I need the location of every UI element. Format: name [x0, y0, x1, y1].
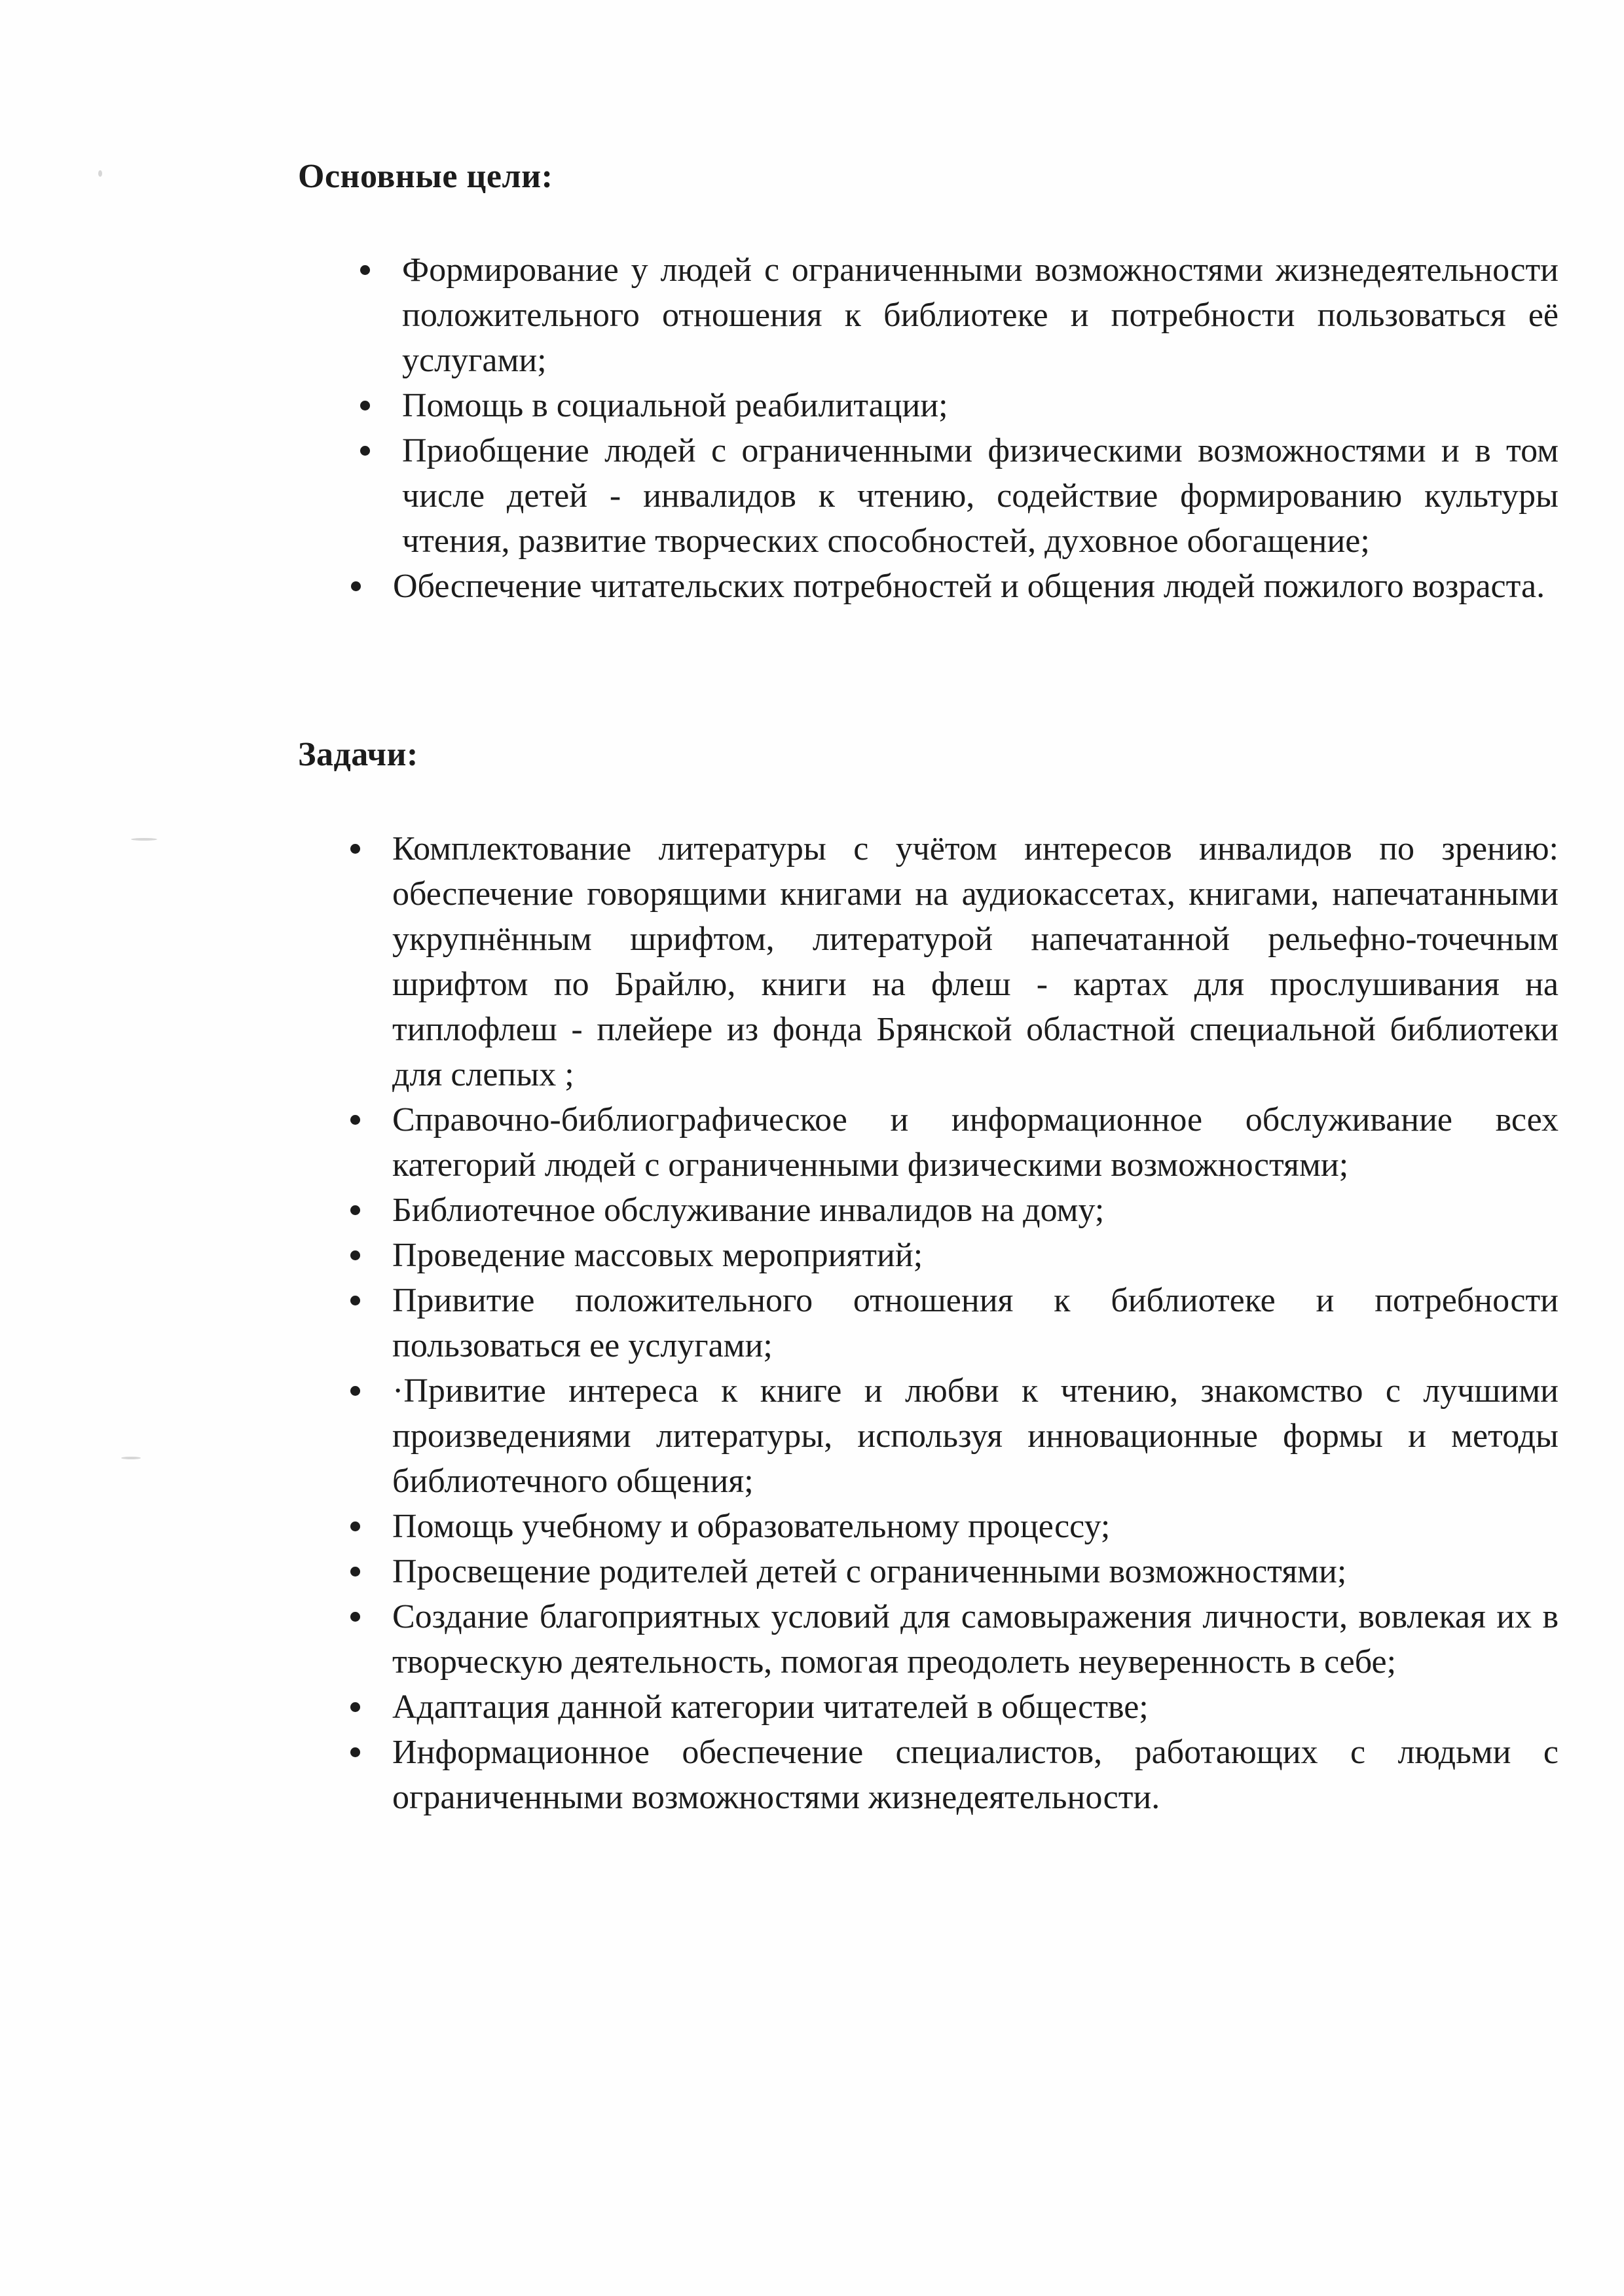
task-item-text: Привитие положительного отношения к библиотеке и потребности пользоваться ее услугами; — [392, 1282, 1559, 1364]
goal-item — [341, 428, 1559, 564]
task-item-text: Проведение массовых мероприятий; — [392, 1237, 923, 1274]
task-item — [341, 1594, 1559, 1685]
task-item-text: Просвещение родителей детей с ограниченными возможностями; — [392, 1553, 1347, 1590]
task-item — [341, 1730, 1559, 1820]
task-item-text: Адаптация данной категории читателей в обществе; — [392, 1688, 1149, 1726]
task-item — [341, 1685, 1559, 1730]
bullet-icon — [350, 1522, 360, 1531]
goal-item — [341, 564, 1559, 609]
bullet-icon — [350, 1702, 360, 1712]
goal-item-text: Обеспечение читательских потребностей и общения людей пожилого возраста. — [393, 568, 1545, 605]
task-item-text: ·Привитие интереса к книге и любви к чтению, знакомство с лучшими произведениями литературы, используя инновационные формы и методы библиотечного общения; — [392, 1372, 1559, 1500]
task-item — [341, 1188, 1559, 1233]
bullet-icon — [350, 1205, 360, 1215]
goal-item-text: Помощь в социальной реабилитации; — [402, 387, 948, 424]
bullet-icon — [360, 446, 370, 456]
task-item — [341, 1549, 1559, 1594]
task-item-text: Помощь учебному и образовательному процессу; — [392, 1508, 1111, 1545]
bullet-icon — [350, 844, 360, 854]
goal-item — [341, 247, 1559, 383]
goal-item-text: Формирование у людей с ограниченными возможностями жизнедеятельности положительного отношения к библиотеке и потребности пользоваться её услугами; — [402, 251, 1559, 379]
bullet-icon — [350, 1296, 360, 1305]
task-item — [341, 1278, 1559, 1368]
task-item — [341, 826, 1559, 1097]
task-item-text: Библиотечное обслуживание инвалидов на дому; — [392, 1192, 1105, 1229]
task-item-text: Комплектование литературы с учётом интересов инвалидов по зрению: обеспечение говорящими книгами на аудиокассетах, книгами, напечатанными укрупнённым шрифтом, литературой напечатанной рельефно-точечным шрифтом по Брайлю, книги на флеш - картах для прослушивания на типлофлеш - плейере из фонда Брянской областной специальной библиотеки для слепых ; — [392, 830, 1559, 1093]
bullet-icon — [351, 581, 361, 591]
tasks-list — [341, 826, 1559, 1820]
bullet-icon — [350, 1115, 360, 1125]
bullet-icon — [360, 265, 370, 275]
bullet-icon — [350, 1612, 360, 1622]
goals-list — [341, 247, 1559, 609]
bullet-icon — [350, 1747, 360, 1757]
bullet-icon — [350, 1386, 360, 1396]
task-item — [341, 1097, 1559, 1188]
tasks-heading: Задачи: — [298, 736, 418, 773]
bullet-icon — [350, 1567, 360, 1576]
goal-item-text: Приобщение людей с ограниченными физическими возможностями и в том числе детей - инвалидов к чтению, содействие формированию культуры чтения, развитие творческих способностей, духовное обогащение; — [402, 432, 1559, 560]
scan-speck — [121, 1457, 141, 1459]
task-item-text: Справочно-библиографическое и информационное обслуживание всех категорий людей с ограниченными физическими возможностями; — [392, 1101, 1559, 1184]
task-item — [341, 1368, 1559, 1504]
bullet-icon — [350, 1250, 360, 1260]
task-item — [341, 1233, 1559, 1278]
scan-speck — [131, 838, 157, 841]
task-item-text: Создание благоприятных условий для самовыражения личности, вовлекая их в творческую деятельность, помогая преодолеть неуверенность в себе; — [392, 1598, 1559, 1681]
goals-heading: Основные цели: — [298, 158, 553, 195]
task-item — [341, 1504, 1559, 1549]
bullet-icon — [360, 401, 370, 410]
goal-item — [341, 383, 1559, 428]
scan-speck — [98, 170, 102, 177]
task-item-text: Информационное обеспечение специалистов, работающих с людьми с ограниченными возможностями жизнедеятельности. — [392, 1734, 1559, 1816]
